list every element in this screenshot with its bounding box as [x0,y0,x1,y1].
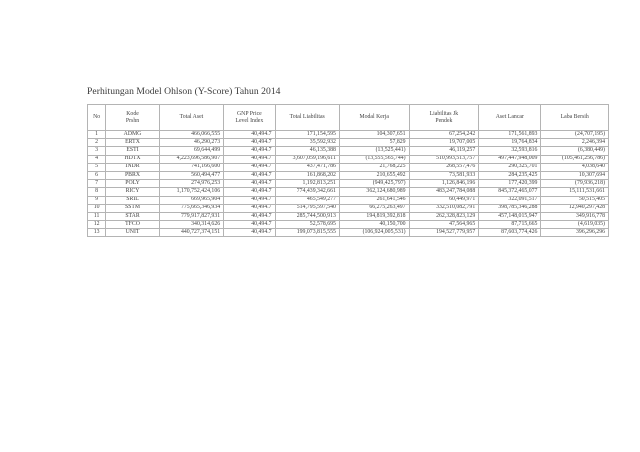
cell-kode: ADMG [106,131,160,139]
cell-total-aset: 1,170,752,424,106 [159,188,223,196]
cell-total-liabilitas: 285,744,500,913 [275,212,339,220]
cell-total-liabilitas: 199,073,815,555 [275,229,339,237]
cell-no: 6 [88,171,106,179]
cell-gnp: 40,494.7 [224,212,275,220]
cell-aset-lancar: 87,603,774,426 [479,229,541,237]
cell-modal-kerja: 362,124,680,989 [339,188,409,196]
cell-no: 5 [88,163,106,171]
cell-total-liabilitas: 774,439,342,661 [275,188,339,196]
cell-aset-lancar: 290,325,701 [479,163,541,171]
cell-liabilitas-jk-pendek: 194,527,779,957 [409,229,479,237]
table-row [88,221,609,229]
cell-modal-kerja: (13,555,565,744) [339,155,409,163]
cell-aset-lancar: 398,785,346,288 [479,204,541,212]
table-row [88,147,609,155]
cell-laba-bersih: (105,461,256,786) [541,155,609,163]
cell-kode: POLY [106,180,160,188]
cell-total-liabilitas: 161,868,202 [275,171,339,179]
header-liabilitas-jk-pendek: Liabilitas Jk Pendek [409,105,479,131]
cell-total-liabilitas: 437,471,786 [275,163,339,171]
cell-modal-kerja: (13,525,441) [339,147,409,155]
cell-kode: UNIT [106,229,160,237]
cell-kode: RICY [106,188,160,196]
table-row [88,212,609,220]
cell-total-aset: 274,976,253 [159,180,223,188]
cell-laba-bersih: 15,111,531,661 [541,188,609,196]
cell-gnp: 40,494.7 [224,196,275,204]
cell-total-aset: 669,965,904 [159,196,223,204]
cell-liabilitas-jk-pendek: 19,707,005 [409,139,479,147]
cell-kode: HDTX [106,155,160,163]
header-gnp: GNP Price Level Index [224,105,275,131]
cell-no: 3 [88,147,106,155]
cell-total-aset: 741,166,600 [159,163,223,171]
cell-liabilitas-jk-pendek: 268,557,476 [409,163,479,171]
cell-liabilitas-jk-pendek: 60,449,971 [409,196,479,204]
cell-gnp: 40,494.7 [224,163,275,171]
cell-liabilitas-jk-pendek: 483,247,784,088 [409,188,479,196]
cell-modal-kerja: 40,150,700 [339,221,409,229]
cell-no: 1 [88,131,106,139]
cell-laba-bersih: 2,246,394 [541,139,609,147]
header-aset-lancar: Aset Lancar [479,105,541,131]
cell-aset-lancar: 845,372,465,077 [479,188,541,196]
cell-total-aset: 46,290,273 [159,139,223,147]
cell-liabilitas-jk-pendek: 73,581,933 [409,171,479,179]
table-row [88,139,609,147]
cell-modal-kerja: 104,307,651 [339,131,409,139]
cell-total-aset: 775,665,346,934 [159,204,223,212]
cell-no: 8 [88,188,106,196]
cell-total-aset: 779,917,827,931 [159,212,223,220]
cell-gnp: 40,494.7 [224,229,275,237]
cell-gnp: 40,494.7 [224,171,275,179]
cell-aset-lancar: 87,715,665 [479,221,541,229]
cell-kode: ERTX [106,139,160,147]
cell-kode: ESTI [106,147,160,155]
header-laba-bersih: Laba Bersih [541,105,609,131]
cell-total-liabilitas: 514,795,597,540 [275,204,339,212]
table-row [88,131,609,139]
cell-total-liabilitas: 35,592,932 [275,139,339,147]
header-no: No [88,105,106,131]
cell-gnp: 40,494.7 [224,147,275,155]
cell-no: 4 [88,155,106,163]
cell-kode: TFCO [106,221,160,229]
cell-no: 11 [88,212,106,220]
cell-total-aset: 560,494,477 [159,171,223,179]
cell-total-aset: 440,727,374,151 [159,229,223,237]
cell-total-aset: 4,223,696,586,907 [159,155,223,163]
page-title: Perhitungan Model Ohlson (Y-Score) Tahun 2014 [87,86,281,97]
cell-liabilitas-jk-pendek: 332,510,082,791 [409,204,479,212]
cell-gnp: 40,494.7 [224,155,275,163]
cell-liabilitas-jk-pendek: 46,119,257 [409,147,479,155]
cell-gnp: 40,494.7 [224,221,275,229]
ohlson-table [87,104,609,237]
cell-total-aset: 69,644,499 [159,147,223,155]
cell-liabilitas-jk-pendek: 510,993,513,757 [409,155,479,163]
cell-aset-lancar: 457,148,015,947 [479,212,541,220]
cell-aset-lancar: 497,447,948,009 [479,155,541,163]
cell-laba-bersih: 349,916,778 [541,212,609,220]
cell-aset-lancar: 32,593,816 [479,147,541,155]
cell-total-liabilitas: 46,135,388 [275,147,339,155]
cell-kode: SSTM [106,204,160,212]
cell-no: 12 [88,221,106,229]
cell-aset-lancar: 171,561,893 [479,131,541,139]
cell-laba-bersih: 4,038,640 [541,163,609,171]
cell-total-liabilitas: 465,549,277 [275,196,339,204]
header-modal-kerja: Modal Kerja [339,105,409,131]
header-total-liabilitas: Total Liabilitas [275,105,339,131]
header-kode: Kode Prshn [106,105,160,131]
cell-gnp: 40,494.7 [224,180,275,188]
cell-aset-lancar: 19,764,834 [479,139,541,147]
cell-total-aset: 466,066,555 [159,131,223,139]
cell-laba-bersih: (6,380,449) [541,147,609,155]
cell-gnp: 40,494.7 [224,131,275,139]
cell-modal-kerja: 194,819,392,818 [339,212,409,220]
cell-laba-bersih: 10,307,694 [541,171,609,179]
cell-kode: PBRX [106,171,160,179]
table-row [88,155,609,163]
cell-no: 2 [88,139,106,147]
cell-liabilitas-jk-pendek: 1,126,846,196 [409,180,479,188]
cell-laba-bersih: 396,296,296 [541,229,609,237]
cell-modal-kerja: 57,829 [339,139,409,147]
cell-aset-lancar: 284,235,425 [479,171,541,179]
cell-modal-kerja: 21,768,225 [339,163,409,171]
cell-liabilitas-jk-pendek: 67,254,242 [409,131,479,139]
cell-liabilitas-jk-pendek: 47,564,965 [409,221,479,229]
cell-modal-kerja: (949,425,797) [339,180,409,188]
table-row [88,229,609,237]
header-total-aset: Total Aset [159,105,223,131]
cell-laba-bersih: (79,936,218) [541,180,609,188]
cell-kode: SRIL [106,196,160,204]
cell-laba-bersih: 50,515,405 [541,196,609,204]
cell-gnp: 40,494.7 [224,139,275,147]
cell-laba-bersih: (24,707,195) [541,131,609,139]
cell-total-liabilitas: 1,192,813,251 [275,180,339,188]
table-header-row [88,105,609,131]
cell-laba-bersih: (4,619,035) [541,221,609,229]
cell-modal-kerja: 261,641,546 [339,196,409,204]
cell-aset-lancar: 177,420,399 [479,180,541,188]
cell-no: 7 [88,180,106,188]
table-row [88,196,609,204]
cell-modal-kerja: 66,275,263,497 [339,204,409,212]
cell-laba-bersih: 12,940,297,428 [541,204,609,212]
table-row [88,180,609,188]
cell-modal-kerja: 210,655,492 [339,171,409,179]
cell-no: 9 [88,196,106,204]
cell-aset-lancar: 322,091,517 [479,196,541,204]
cell-total-liabilitas: 171,154,595 [275,131,339,139]
cell-no: 10 [88,204,106,212]
cell-kode: INDR [106,163,160,171]
table-row [88,171,609,179]
cell-gnp: 40,494.7 [224,188,275,196]
cell-total-liabilitas: 3,607,059,196,611 [275,155,339,163]
cell-modal-kerja: (106,924,005,531) [339,229,409,237]
table-row [88,204,609,212]
cell-total-liabilitas: 52,578,695 [275,221,339,229]
cell-kode: STAR [106,212,160,220]
cell-total-aset: 340,314,626 [159,221,223,229]
cell-liabilitas-jk-pendek: 262,328,823,129 [409,212,479,220]
table-row [88,188,609,196]
cell-gnp: 40,494.7 [224,204,275,212]
table-row [88,163,609,171]
cell-no: 13 [88,229,106,237]
